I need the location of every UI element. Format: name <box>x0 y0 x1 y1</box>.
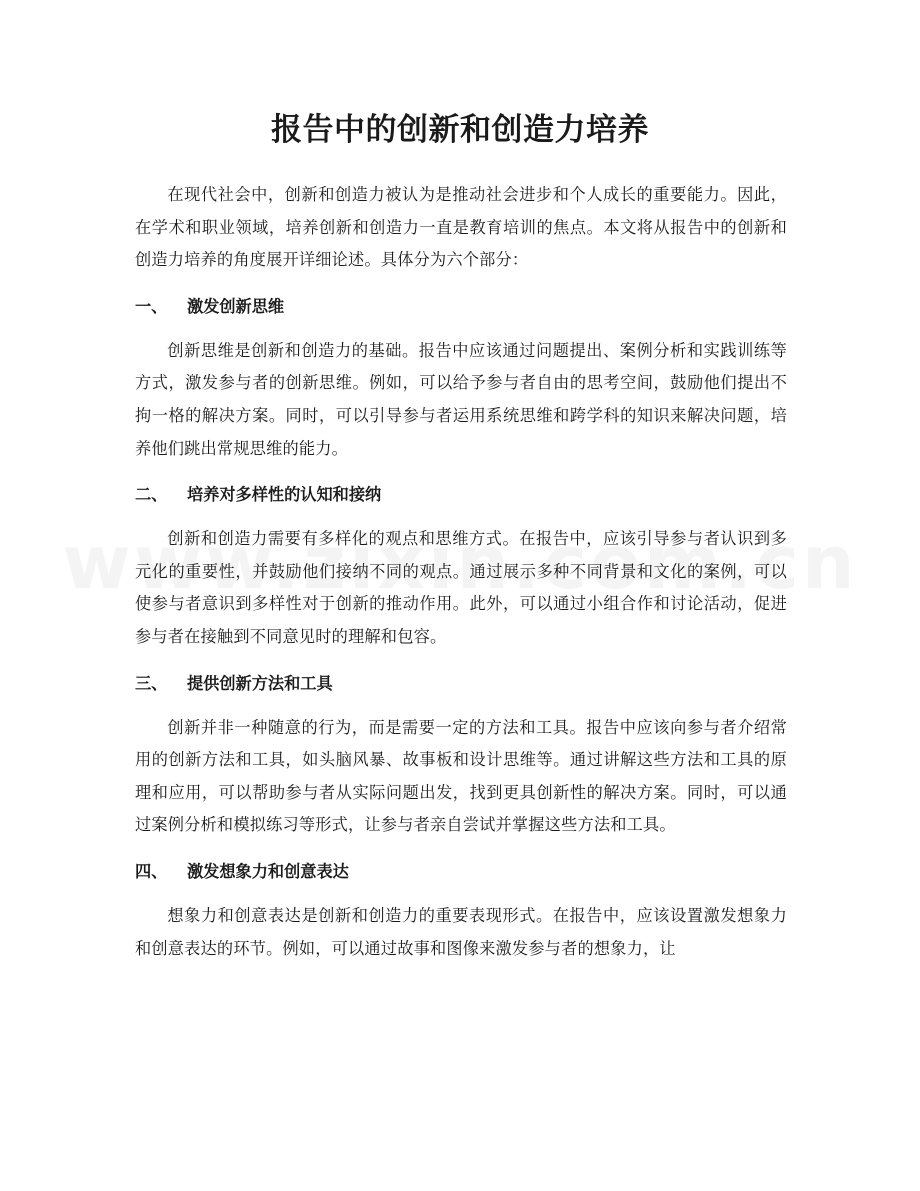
section-paragraph: 创新思维是创新和创造力的基础。报告中应该通过问题提出、案例分析和实践训练等方式，激发参与者的创新思维。例如，可以给予参与者自由的思考空间，鼓励他们提出不拘一格的解决方案。同时，可以引导参与者运用系统思维和跨学科的知识来解决问题，培养他们跳出常规思维的能力。 <box>135 340 787 458</box>
section-heading <box>135 668 787 700</box>
section-heading <box>135 291 787 323</box>
section-4 <box>135 856 787 965</box>
section-heading-text: 培养对多样性的认知和接纳 <box>187 485 382 505</box>
document-body <box>135 179 787 965</box>
section-3 <box>135 668 787 842</box>
intro-paragraph: 在现代社会中，创新和创造力被认为是推动社会进步和个人成长的重要能力。因此，在学术和职业领域，培养创新和创造力一直是教育培训的焦点。本文将从报告中的创新和创造力培养的角度展开详细论述。具体分为六个部分： <box>135 185 787 270</box>
section-paragraph: 创新和创造力需要有多样化的观点和思维方式。在报告中，应该引导参与者认识到多元化的重要性，并鼓励他们接纳不同的观点。通过展示多种不同背景和文化的案例，可以使参与者意识到多样性对于创新的推动作用。此外，可以通过小组合作和讨论活动，促进参与者在接触到不同意见时的理解和包容。 <box>135 529 787 646</box>
section-number: 四、 <box>135 861 168 881</box>
section-number: 三、 <box>135 673 168 693</box>
section-heading <box>135 856 787 888</box>
section-heading-text: 激发想象力和创意表达 <box>187 861 349 881</box>
section-2 <box>135 479 787 653</box>
section-paragraph: 想象力和创意表达是创新和创造力的重要表现形式。在报告中，应该设置激发想象力和创意表达的环节。例如，可以通过故事和图像来激发参与者的想象力，让 <box>135 905 787 958</box>
section-number: 一、 <box>135 296 168 316</box>
section-heading-text: 提供创新方法和工具 <box>187 673 333 693</box>
section-heading <box>135 479 787 511</box>
section-paragraph: 创新并非一种随意的行为，而是需要一定的方法和工具。报告中应该向参与者介绍常用的创新方法和工具，如头脑风暴、故事板和设计思维等。通过讲解这些方法和工具的原理和应用，可以帮助参与者从实际问题出发，找到更具创新性的解决方案。同时，可以通过案例分析和模拟练习等形式，让参与者亲自尝试并掌握这些方法和工具。 <box>135 717 787 835</box>
section-1 <box>135 291 787 465</box>
section-number: 二、 <box>135 485 168 505</box>
section-heading-text: 激发创新思维 <box>187 296 285 316</box>
document-title: 报告中的创新和创造力培养 <box>271 112 649 148</box>
